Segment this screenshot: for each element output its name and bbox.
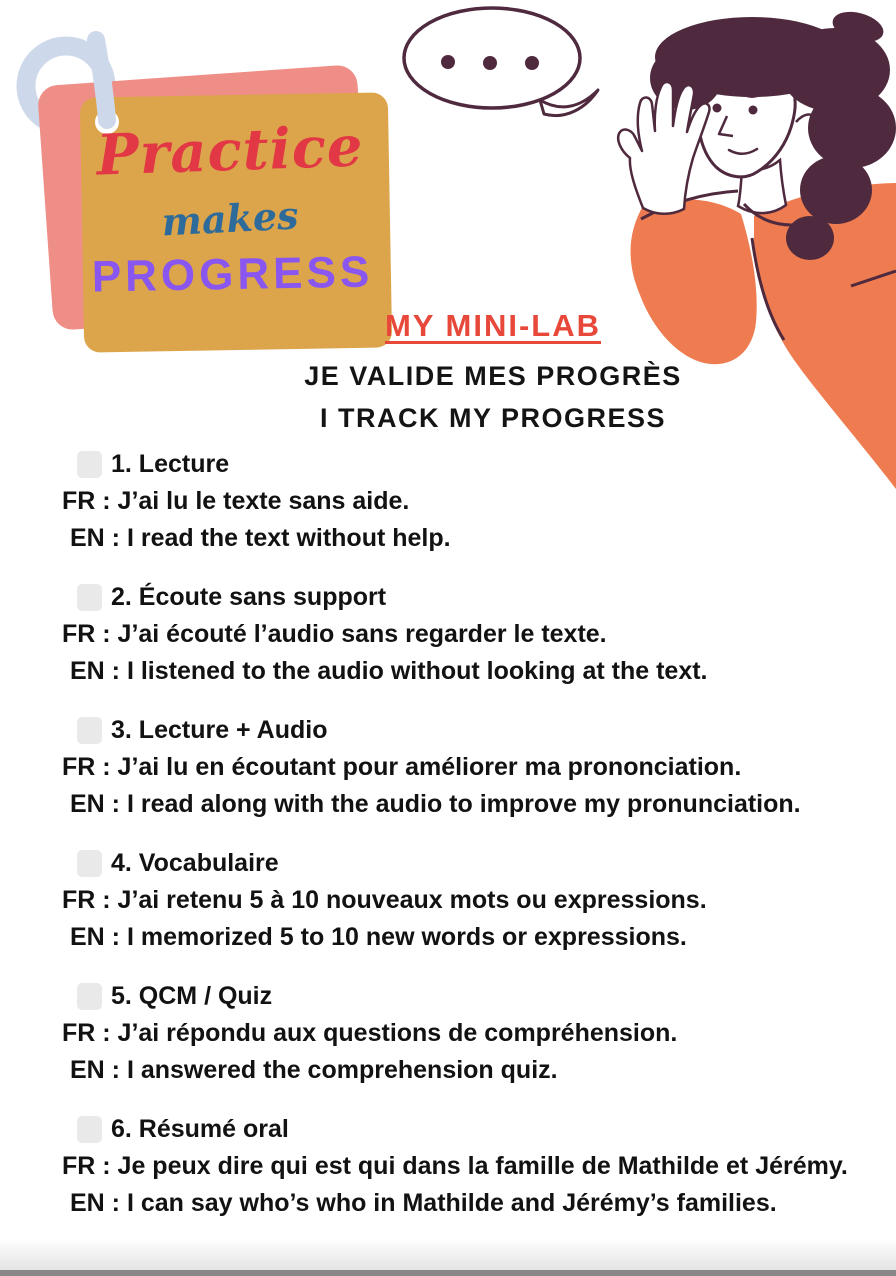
speech-bubble-icon: [395, 0, 610, 150]
progress-checklist: [62, 446, 882, 1244]
checklist-item-3: [62, 712, 882, 823]
item-fr-line: FR : J’ai répondu aux questions de compréhension.: [62, 1019, 678, 1047]
subtitle-french: JE VALIDE MES PROGRÈS: [304, 361, 682, 391]
item-fr-line: FR : J’ai écouté l’audio sans regarder le texte.: [62, 620, 607, 648]
checklist-item-1: [62, 446, 882, 557]
item-title-label: 1. Lecture: [111, 450, 230, 478]
checkbox-item-6[interactable]: [77, 1116, 102, 1143]
sticker-word-practice: Practice: [95, 113, 365, 189]
item-title-label: 5. QCM / Quiz: [111, 982, 273, 1010]
header-block: [168, 308, 818, 445]
item-fr-line: FR : J’ai retenu 5 à 10 nouveaux mots ou expressions.: [62, 886, 707, 914]
checkbox-item-5[interactable]: [77, 983, 102, 1010]
checklist-item-6: [62, 1111, 882, 1222]
item-en-line: EN : I memorized 5 to 10 new words or expressions.: [70, 923, 687, 951]
item-title-label: 3. Lecture + Audio: [111, 716, 328, 744]
checklist-item-4: [62, 845, 882, 956]
page-bottom-shadow: [0, 1238, 896, 1270]
item-fr-line: FR : J’ai lu le texte sans aide.: [62, 487, 410, 515]
checkbox-item-1[interactable]: [77, 451, 102, 478]
horizontal-scrollbar[interactable]: [0, 1270, 896, 1276]
checklist-item-2: [62, 579, 882, 690]
item-title-label: 4. Vocabulaire: [111, 849, 279, 877]
checkbox-item-2[interactable]: [77, 584, 102, 611]
item-title-label: 6. Résumé oral: [111, 1115, 289, 1143]
item-fr-line: FR : Je peux dire qui est qui dans la famille de Mathilde et Jérémy.: [62, 1152, 848, 1180]
checkbox-item-3[interactable]: [77, 717, 102, 744]
page-title: MY MINI-LAB: [384, 308, 602, 343]
item-en-line: EN : I can say who’s who in Mathilde and Jérémy’s families.: [70, 1189, 777, 1217]
item-fr-line: FR : J’ai lu en écoutant pour améliorer ma prononciation.: [62, 753, 742, 781]
item-en-line: EN : I listened to the audio without looking at the text.: [70, 657, 708, 685]
item-en-line: EN : I answered the comprehension quiz.: [70, 1056, 558, 1084]
sticker-word-makes: makes: [160, 192, 300, 245]
checkbox-item-4[interactable]: [77, 850, 102, 877]
subtitle-english: I TRACK MY PROGRESS: [319, 403, 667, 433]
checklist-item-5: [62, 978, 882, 1089]
item-en-line: EN : I read the text without help.: [70, 524, 451, 552]
sticker-word-progress: PROGRESS: [91, 247, 374, 302]
item-en-line: EN : I read along with the audio to improve my pronunciation.: [70, 790, 801, 818]
ring-tip: [96, 40, 107, 120]
item-title-label: 2. Écoute sans support: [111, 583, 387, 611]
